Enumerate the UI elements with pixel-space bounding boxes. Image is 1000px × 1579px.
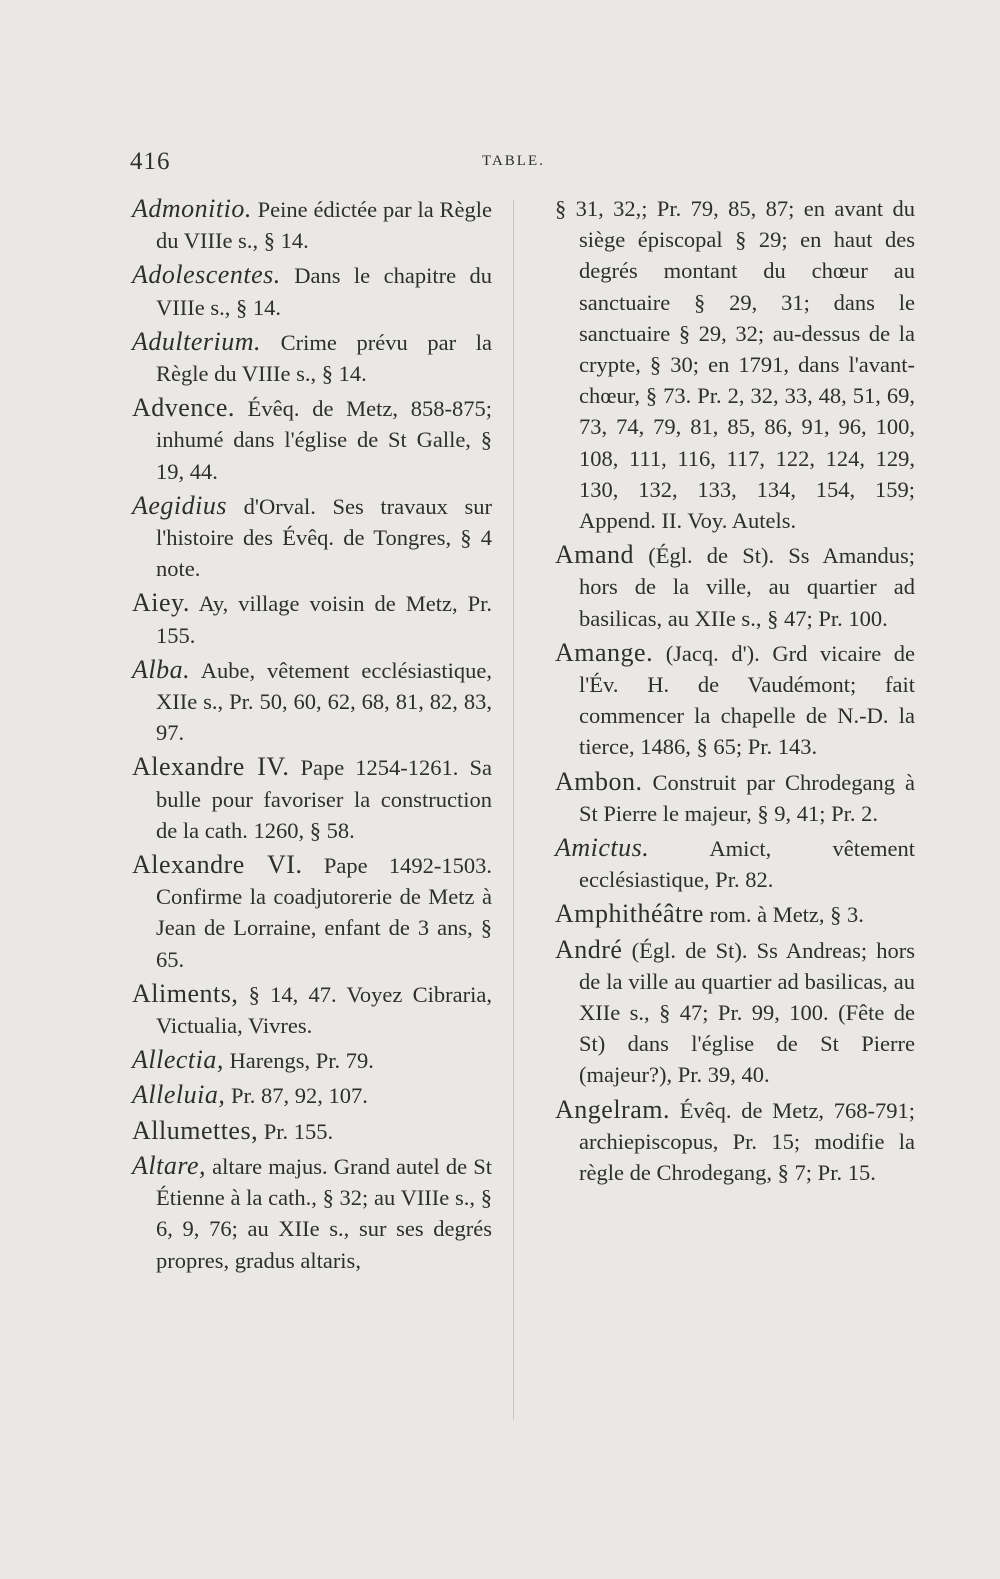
index-entry bbox=[132, 326, 492, 389]
index-entry bbox=[132, 392, 492, 487]
index-entry bbox=[132, 1115, 492, 1147]
entry-headword: Alexandre VI. bbox=[132, 850, 303, 880]
right-column bbox=[555, 193, 915, 1191]
entry-headword: Altare, bbox=[132, 1150, 207, 1180]
entry-text: Pr. 87, 92, 107. bbox=[230, 1083, 368, 1109]
entry-text: Crime prévu par la Règle du VIIIe s., § 14. bbox=[156, 329, 492, 387]
entry-headword: Amphithéâtre bbox=[555, 899, 704, 929]
entry-text: Construit par Chrodegang à St Pierre le majeur, § 9, 41; Pr. 2. bbox=[579, 769, 915, 826]
entry-headword: Aliments, bbox=[132, 978, 239, 1008]
entry-text: Pape 1492-1503. Confirme la coadjutorerie de Metz à Jean de Lorraine, enfant de 3 ans, § 65. bbox=[156, 853, 493, 972]
index-entry bbox=[132, 1044, 492, 1076]
entry-text: Aube, vêtement ecclésiastique, XIIe s., Pr. 50, 60, 62, 68, 81, 82, 83, 97. bbox=[156, 657, 492, 746]
entry-headword: Allectia, bbox=[132, 1045, 224, 1075]
index-entry bbox=[132, 587, 492, 650]
index-entry bbox=[132, 490, 492, 585]
index-entry bbox=[555, 832, 915, 895]
entry-headword: Adolescentes. bbox=[132, 260, 281, 290]
entry-headword: Amictus. bbox=[555, 833, 650, 863]
page-header bbox=[130, 148, 890, 178]
index-entry bbox=[132, 193, 492, 256]
entry-text: Dans le chapitre du VIIIe s., § 14. bbox=[156, 263, 493, 320]
index-entry bbox=[555, 637, 915, 763]
entry-text: altare majus. Grand autel de St Étienne à la cath., § 32; au VIIIe s., § 6, 9, 76; au XIIe s., sur ses degrés propres, gradus altaris, bbox=[156, 1153, 493, 1273]
entry-text: Évêq. de Metz, 858-875; inhumé dans l'église de St Galle, § 19, 44. bbox=[156, 396, 492, 484]
entry-headword: Advence. bbox=[132, 393, 235, 423]
index-entry bbox=[132, 1079, 492, 1111]
entry-text: Peine édictée par la Règle du VIIIe s., § 14. bbox=[156, 197, 493, 254]
entry-headword: Amange. bbox=[555, 637, 654, 667]
index-entry bbox=[132, 259, 492, 322]
entry-headword: Alba. bbox=[132, 654, 191, 684]
index-entry bbox=[555, 539, 915, 634]
column-divider bbox=[513, 200, 514, 1420]
entry-text: Ay, village voisin de Metz, Pr. 155. bbox=[156, 591, 492, 648]
index-entry bbox=[555, 1094, 915, 1189]
entry-headword: Aiey. bbox=[132, 588, 190, 618]
left-column bbox=[132, 193, 492, 1279]
entry-headword: Angelram. bbox=[555, 1094, 670, 1124]
entry-text: § 31, 32,; Pr. 79, 85, 87; en avant du siège épiscopal § 29; en haut des degrés montant du chœur au sanctuaire § 29, 31; dans le sanctuaire § 29, 32; au-dessus de la crypte, § 30; en 1791, dans l'avant-chœur, § 73. Pr. 2, 32, 33, 48, 51, 69, 73, 74, 79, 81, 85, 86, 91, 96, 100, 108, 111, 116, 117, 122, 124, 129, 130, 132, 133, 134, 154, 159; Append. II. Voy. Autels. bbox=[555, 196, 915, 534]
entry-headword: Amand bbox=[555, 540, 635, 570]
index-entry bbox=[555, 934, 915, 1091]
index-entry bbox=[555, 766, 915, 829]
entry-text: Amict, vêtement ecclésiastique, Pr. 82. bbox=[579, 836, 916, 893]
entry-text: (Égl. de St). Ss Amandus; hors de la ville, au quartier ad basilicas, au XIIe s., § 47; Pr. 100. bbox=[579, 543, 915, 631]
entry-headword: Alexandre IV. bbox=[132, 752, 290, 782]
entry-text: Pape 1254-1261. Sa bulle pour favoriser la construction de la cath. 1260, § 58. bbox=[156, 755, 493, 843]
entry-text: d'Orval. Ses travaux sur l'histoire des Évêq. de Tongres, § 4 note. bbox=[156, 493, 492, 582]
running-head: TABLE. bbox=[482, 153, 545, 169]
entry-headword: Admonitio. bbox=[132, 194, 252, 223]
entry-headword: Aegidius bbox=[132, 490, 227, 520]
index-entry bbox=[132, 1150, 492, 1276]
entry-text: § 14, 47. Voyez Cibraria, Victualia, Vivres. bbox=[156, 981, 492, 1039]
index-entry bbox=[132, 978, 492, 1041]
index-entry bbox=[132, 654, 492, 749]
entry-headword: Allumettes, bbox=[132, 1115, 259, 1145]
entry-headword: André bbox=[555, 934, 623, 964]
index-entry bbox=[132, 849, 492, 975]
entry-text: (Jacq. d'). Grd vicaire de l'Év. H. de Vaudémont; fait commencer la chapelle de N.-D. la tierce, 1486, § 65; Pr. 143. bbox=[579, 640, 916, 760]
entry-text: Pr. 155. bbox=[263, 1118, 334, 1144]
index-entry bbox=[555, 193, 915, 536]
index-entry bbox=[555, 898, 915, 930]
entry-headword: Ambon. bbox=[555, 766, 643, 796]
page-number: 416 bbox=[130, 148, 171, 175]
entry-text: (Égl. de St). Ss Andreas; hors de la ville au quartier ad basilicas, au XIIe s., § 47; Pr. 99, 100. (Fête de St) dans l'église de St Pierre (majeur?), Pr. 39, 40. bbox=[579, 937, 915, 1088]
entry-text: rom. à Metz, § 3. bbox=[709, 902, 864, 928]
entry-text: Évêq. de Metz, 768-791; archiepiscopus, Pr. 15; modifie la règle de Chrodegang, § 7; Pr. 15. bbox=[579, 1097, 915, 1186]
entry-text: Harengs, Pr. 79. bbox=[229, 1048, 374, 1074]
index-entry bbox=[132, 751, 492, 846]
entry-headword: Alleluia, bbox=[132, 1080, 226, 1110]
entry-headword: Adulterium. bbox=[132, 326, 261, 356]
